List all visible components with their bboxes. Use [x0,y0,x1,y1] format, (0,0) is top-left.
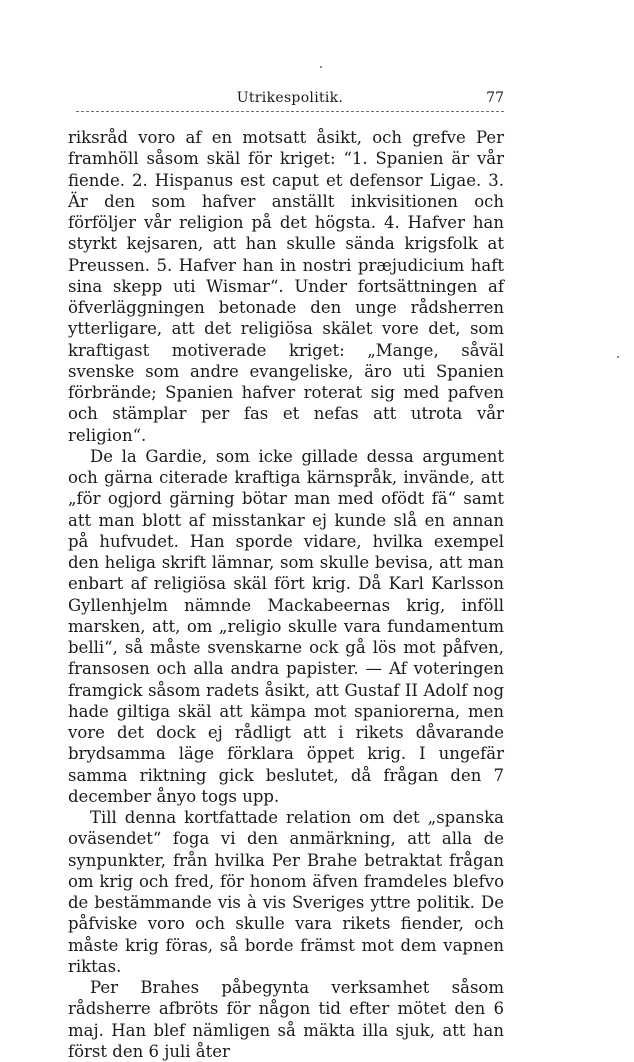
stray-mark [320,66,322,68]
paragraph-1: riksråd voro af en motsatt åsikt, och grefve Per framhöll såsom skäl för kriget: “1. Spanien är vår fiende. 2. Hispanus est caput et defensor Ligae. 3. Är den som hafver anställt inkvisitionen och förföljer vår religion på det högsta. 4. Hafver han styrkt kejsaren, att han skulle sända krigsfolk at Preussen. 5. Hafver han in nostri præjudicium haft sina skepp uti Wismar“. Under fortsättningen af öfverläggningen betonade den unge rådsherren ytterligare, att det religiösa skälet vore det, som kraftigast motiverade kriget: „Mange, såväl svenske som andre evangeliske, äro uti Spanien förbrände; Spanien hafver roterat sig med pafven och stämplar per fas et nefas att utrota vår religion“. [68,128,504,445]
running-head [76,90,504,114]
running-title: Utrikespolitik. [236,90,344,106]
paragraph-3: Till denna kortfattade relation om det „spanska oväsendet“ foga vi den anmärkning, att alla de synpunkter, från hvilka Per Brahe betraktat frågan om krig och fred, för honom äfven framdeles blefvo de bestämmande vis à vis Sveriges yttre politik. De påfviske voro och skulle vara rikets fiender, och måste krig föras, så borde främst mot dem vapnen riktas. [68,808,504,976]
page-number: 77 [486,90,504,106]
paragraph-4: Per Brahes påbegynta verksamhet såsom rådsherre afbröts för någon tid efter mötet den 6 maj. Han blef nämligen så mäkta illa sjuk, att han först den 6 juli åter [68,978,504,1061]
text-body [68,127,504,1062]
header-rule [76,111,504,112]
stray-mark [617,356,619,358]
paragraph-2: De la Gardie, som icke gillade dessa argument och gärna citerade kraftiga kärnspråk, invände, att „för ogjord gärning bötar man med ofödt fä“ samt att man blott af misstankar ej kunde slå en annan på hufvudet. Han sporde vidare, hvilka exempel den heliga skrift lämnar, som skulle bevisa, att man enbart af religiösa skäl fört krig. Då Karl Karlsson Gyllenhjelm nämnde Mackabeernas krig, inföll marsken, att, om „religio skulle vara fundamentum belli“, så måste svenskarne ock gå lös mot påfven, fransosen och alla andra papister. — Af voteringen framgick såsom radets åsikt, att Gustaf II Adolf nog hade giltiga skäl att kämpa mot spaniorerna, men vore det dock ej rådligt att i rikets dåvarande brydsamma läge förklara öppet krig. I ungefär samma riktning gick beslutet, då frågan den 7 december ånyo togs upp. [68,446,504,806]
